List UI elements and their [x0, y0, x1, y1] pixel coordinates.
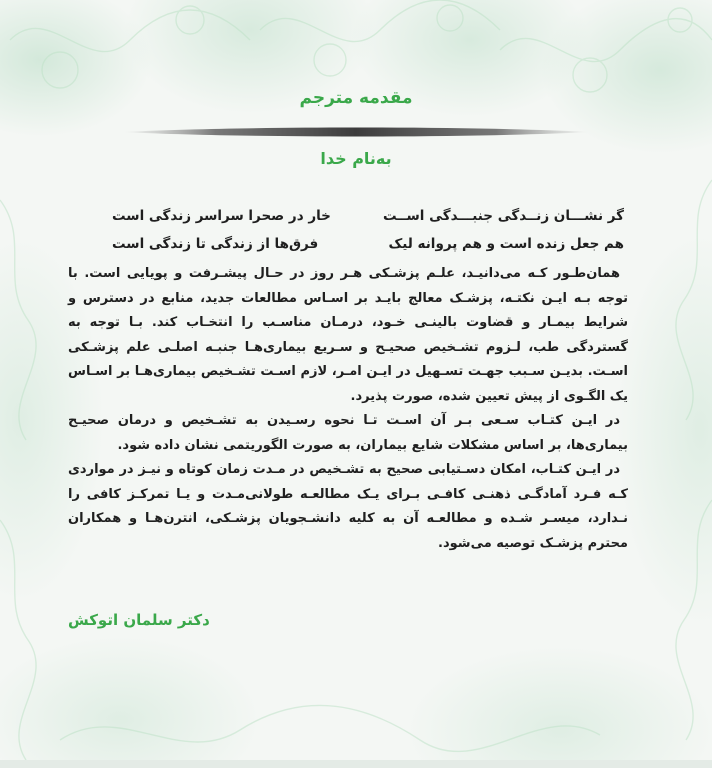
poem — [112, 204, 624, 260]
body-paragraph: در ایـن کتـاب، امکان دسـتیابی صحیح به تشـخیص در مـدت زمان کوتاه و نیـز در مواردی کـه فـرد آمادگـی ذهنـی کافـی بـرای یـک مطالعـه طولانی‌مـدت و یـا تمرکـز کافی را نـدارد، میسـر شـده و مطالعـه آن به کلیه دانشـجویان پزشـکی، انترن‌هـا و همکاران محترم پزشـک توصیه می‌شود. — [68, 462, 628, 551]
poem-verse-first-hemistich: هم جعل زنده است و هم پروانه لیک — [388, 236, 624, 252]
poem-verse-second-hemistich: فرق‌ها از زندگی تا زندگی است — [112, 236, 319, 252]
body-paragraph: همان‌طـور کـه می‌دانیـد، علـم پزشـکی هـر روز در حـال پیشـرفت و پویایی است. با توجه بـه ایـن نکتـه، پزشـک معالج بایـد بر اسـاس مطالعات جدید، منابع در دسترس و شرایط بیمـار و قضاوت بالینـی خـود، درمـان مناسـب را انتخـاب کند. بـا توجه به گستردگی طب، لـزوم تشـخیص صحیـح و سـریع بیماری‌هـا جنبـه اصلـی علم پزشـکی اسـت. بدیـن سـبب جهـت تسـهیل در ایـن امـر، لازم اسـت تشـخیص بیماری‌هـا بر اسـاس یک الگـوی از پیش تعیین شده، صورت پذیرد. — [68, 266, 628, 404]
translator-signature: دکتر سلمان اتوکش — [68, 611, 210, 629]
heading-divider — [122, 124, 590, 140]
poem-verse — [112, 204, 624, 232]
preface-body — [68, 262, 628, 556]
translator-preface-heading: مقدمه مترجم — [299, 88, 413, 108]
body-paragraph: در ایـن کتـاب سـعی بـر آن اسـت تـا نحوه رسـیدن به تشـخیص و درمان صحیـح بیماری‌ها، بر اساس مشکلات شایع بیماران، به صورت الگوریتمی نشان داده شود. — [68, 413, 628, 453]
poem-verse-second-hemistich: خار در صحرا سراسر زندگی است — [112, 208, 331, 224]
basmala-title: به‌نام خدا — [320, 149, 392, 168]
poem-verse — [112, 232, 624, 260]
poem-verse-first-hemistich: گر نشـــان زنــدگی جنبـــدگی اســت — [383, 208, 624, 224]
page-bottom-edge — [0, 760, 712, 768]
